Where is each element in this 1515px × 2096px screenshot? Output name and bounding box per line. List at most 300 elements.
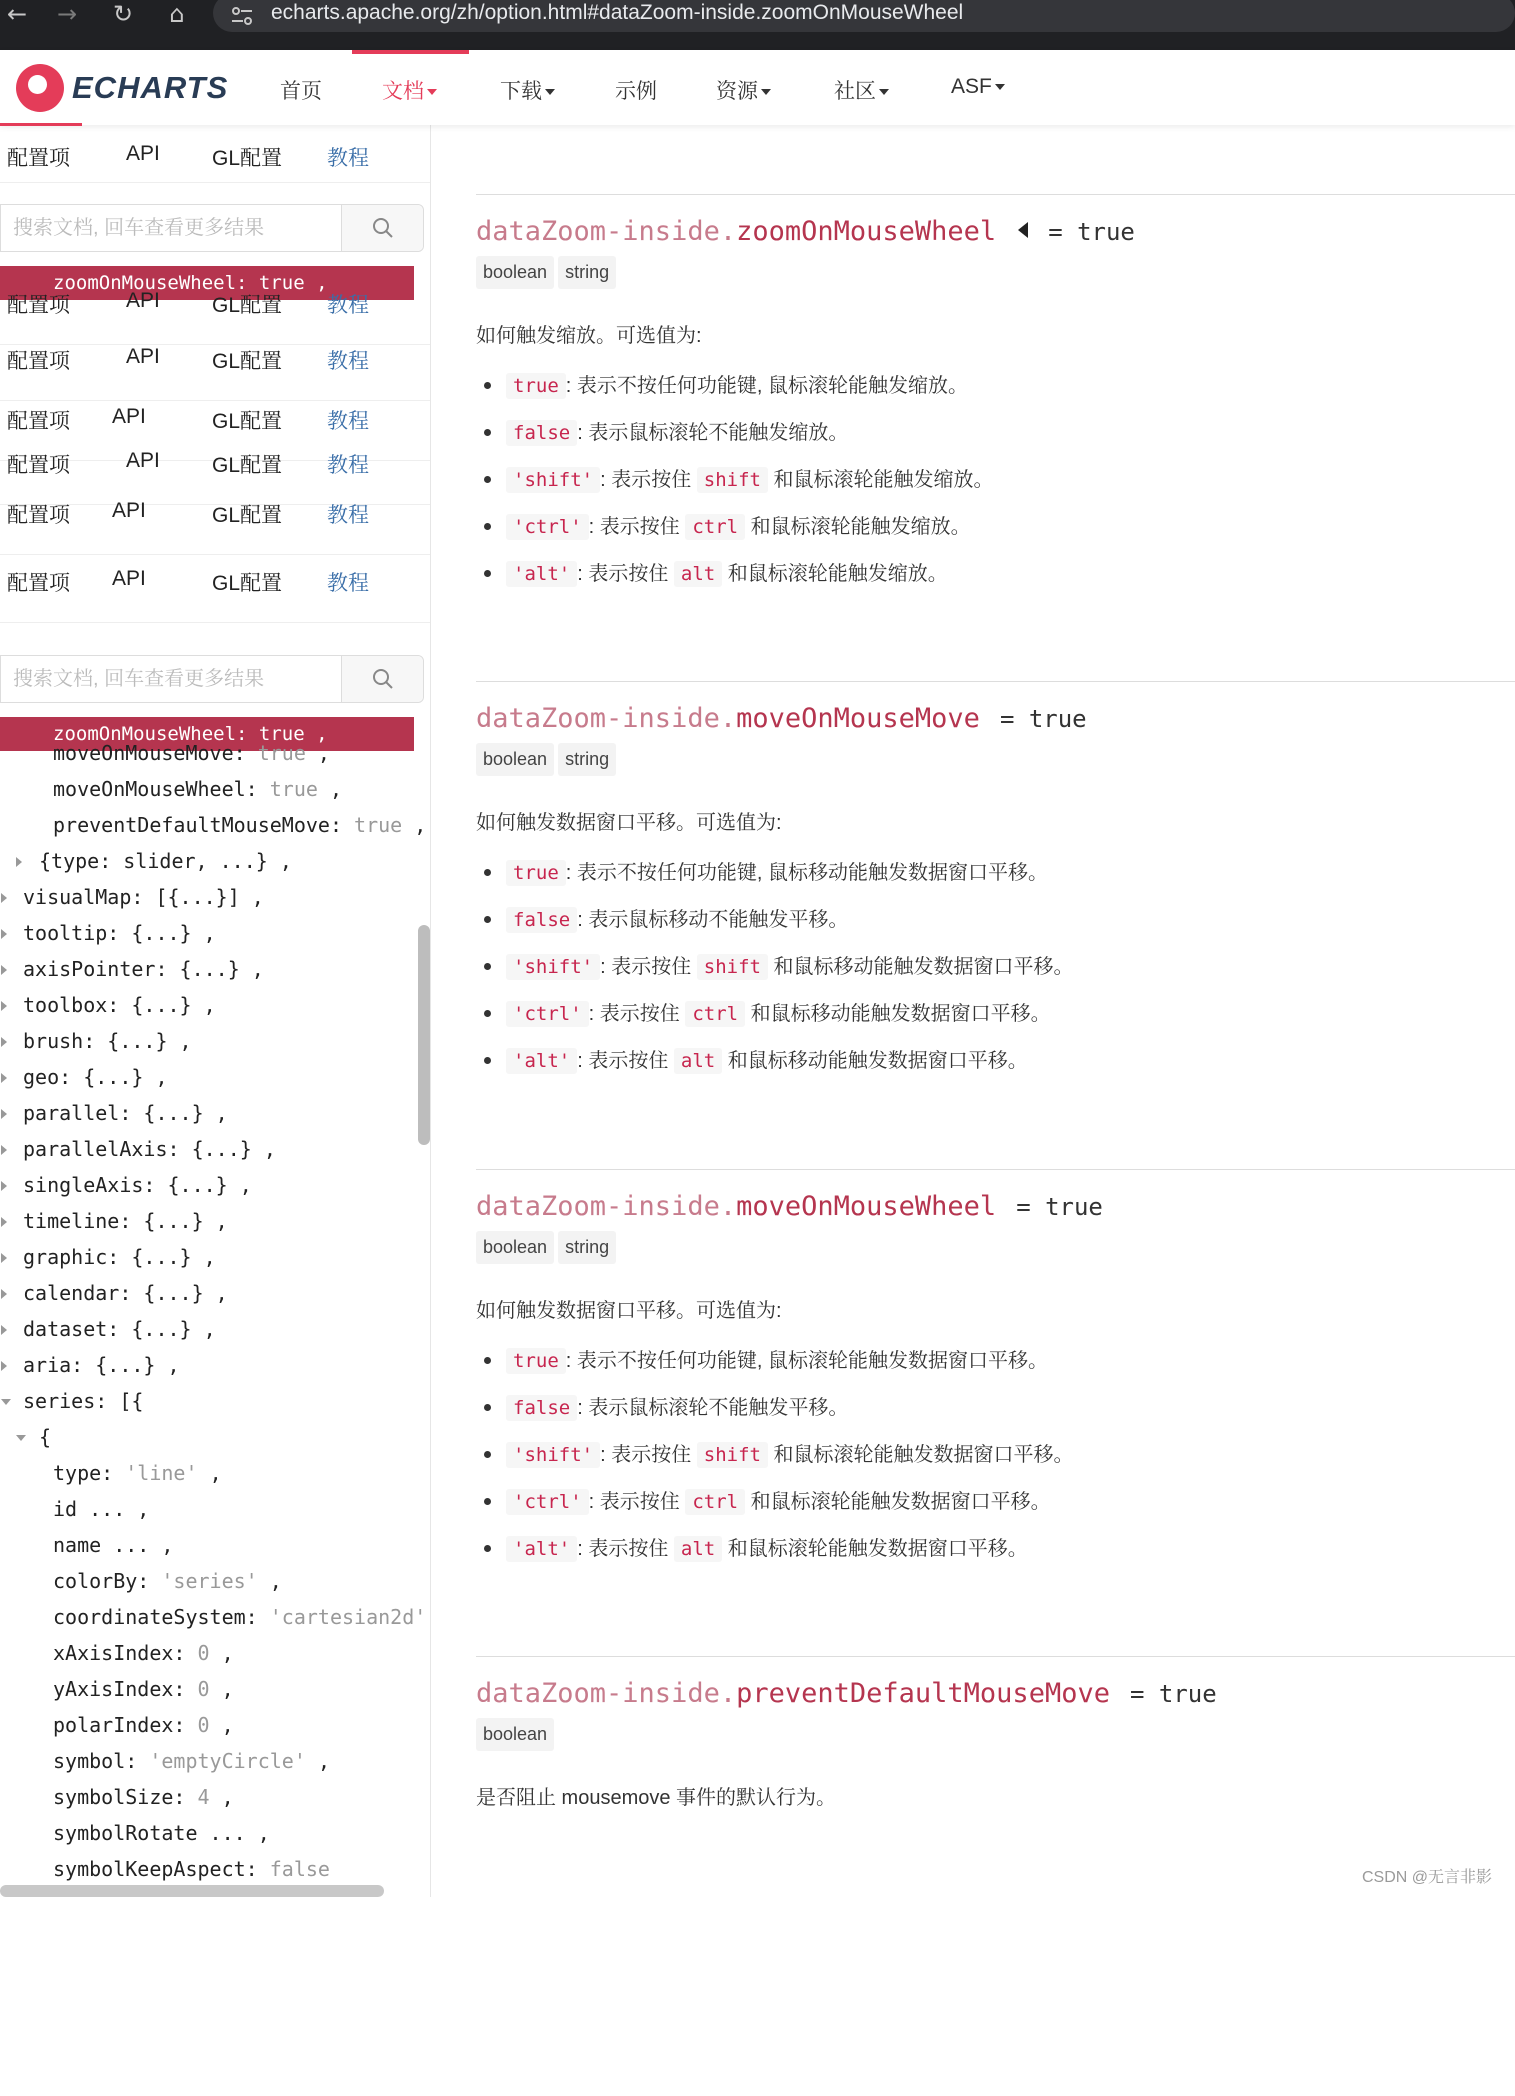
value-text: : 表示按住 [577, 563, 669, 585]
list-item [476, 1532, 1074, 1579]
option-title [476, 703, 1087, 734]
tree-value: 0 [197, 1713, 210, 1737]
tree-value: true [257, 741, 306, 765]
expand-triangle-icon[interactable] [1, 1109, 7, 1119]
tree-suffix: , [221, 1641, 234, 1665]
tree-key: xAxisIndex: [53, 1641, 186, 1665]
chevron-down-icon [879, 89, 889, 95]
tree-key: geo: {...} [23, 1065, 144, 1089]
value-code: 'shift' [506, 467, 600, 493]
reload-icon[interactable]: ↻ [112, 0, 134, 28]
tab-gl-option[interactable]: GL配置 [212, 147, 283, 170]
value-text: : 表示鼠标移动不能触发平移。 [577, 909, 849, 931]
tree-key: yAxisIndex: [53, 1677, 186, 1701]
tree-suffix: , [221, 1785, 234, 1809]
artifact-text: API [126, 289, 160, 312]
tree-value: false [269, 1857, 330, 1881]
list-item [476, 997, 1074, 1044]
tree-row[interactable] [23, 1059, 168, 1095]
expand-triangle-icon[interactable] [1, 1289, 7, 1299]
tree-suffix: , [414, 813, 427, 837]
render-artifact-strip [0, 567, 430, 623]
tree-suffix: , [257, 1821, 270, 1845]
tree-row[interactable] [23, 1203, 228, 1239]
home-icon[interactable]: ⌂ [169, 0, 185, 28]
value-code: 'ctrl' [506, 1001, 589, 1027]
nav-active-indicator [352, 50, 469, 54]
option-default: = true [1016, 1193, 1103, 1221]
tree-row[interactable] [39, 843, 292, 879]
nav-resources-label: 资源 [716, 80, 758, 103]
expand-triangle-icon[interactable] [1, 893, 7, 903]
key-code: ctrl [685, 1001, 745, 1027]
option-section [476, 194, 1515, 634]
tree-key: symbolRotate ... [53, 1821, 246, 1845]
option-name[interactable]: zoomOnMouseWheel [736, 216, 997, 247]
tree-row[interactable] [23, 1383, 143, 1419]
tree-suffix: , [155, 1065, 168, 1089]
artifact-text: 教程 [327, 504, 369, 527]
sidebar [0, 125, 431, 1897]
tree-row[interactable] [53, 771, 342, 807]
artifact-text: 配置项 [7, 410, 70, 433]
tree-key: visualMap: [{...}] [23, 885, 240, 909]
artifact-text: 教程 [327, 454, 369, 477]
option-description: 是否阻止 mousemove 事件的默认行为。 [476, 1787, 837, 1809]
expand-triangle-icon[interactable] [1, 1217, 7, 1227]
chevron-down-icon [995, 84, 1005, 90]
type-tags [476, 743, 620, 776]
tree-row[interactable] [53, 735, 330, 771]
value-text-2: 和鼠标滚轮能触发缩放。 [727, 563, 948, 585]
option-description: 如何触发数据窗口平移。可选值为: [476, 812, 782, 834]
list-item [476, 856, 1074, 903]
value-text-2: 和鼠标滚轮能触发数据窗口平移。 [750, 1491, 1051, 1513]
value-text: : 表示不按任何功能键, 鼠标滚轮能触发缩放。 [565, 375, 968, 397]
list-item [476, 416, 994, 463]
chevron-down-icon [761, 89, 771, 95]
expand-triangle-icon[interactable] [16, 857, 22, 867]
value-code: true [506, 373, 566, 399]
value-text: : 表示按住 [588, 1491, 680, 1513]
option-path-prefix[interactable]: dataZoom-inside. [476, 703, 737, 734]
tree-suffix: , [215, 1209, 228, 1233]
type-tag: boolean [476, 1231, 554, 1264]
search-input[interactable] [1, 205, 341, 251]
tree-suffix: , [203, 921, 216, 945]
chevron-down-icon [545, 89, 555, 95]
list-item [476, 1438, 1074, 1485]
tree-key: aria: {...} [23, 1353, 156, 1377]
tree-value: 4 [197, 1785, 210, 1809]
value-text: : 表示不按任何功能键, 鼠标移动能触发数据窗口平移。 [565, 862, 1048, 884]
tree-key: axisPointer: {...} [23, 957, 240, 981]
chevron-down-icon [427, 89, 437, 95]
tree-suffix: , [251, 957, 264, 981]
tree-key: { [39, 1425, 52, 1449]
tree-row[interactable] [53, 1491, 149, 1527]
value-text: : 表示按住 [588, 1003, 680, 1025]
tree-key: toolbox: {...} [23, 993, 192, 1017]
artifact-text: API [112, 499, 146, 522]
list-item [476, 557, 994, 604]
value-code: false [506, 420, 577, 446]
tree-row[interactable] [53, 1671, 234, 1707]
tree-row[interactable] [23, 1275, 228, 1311]
nav-community[interactable] [834, 75, 889, 105]
tree-row[interactable] [23, 1347, 180, 1383]
expand-triangle-icon[interactable] [1, 1001, 7, 1011]
tree-value: 0 [197, 1641, 210, 1665]
tree-row[interactable] [53, 1707, 234, 1743]
tree-key: id ... [53, 1497, 126, 1521]
artifact-text: 配置项 [7, 572, 70, 595]
value-code: false [506, 907, 577, 933]
section-divider [476, 1656, 1515, 1657]
doc-content [432, 125, 1515, 1897]
type-tag: string [558, 743, 616, 776]
artifact-text: 教程 [327, 410, 369, 433]
list-item [476, 1044, 1074, 1091]
expand-triangle-icon[interactable] [1, 1145, 7, 1155]
value-text: : 表示按住 [577, 1050, 669, 1072]
browser-toolbar [0, 0, 1515, 50]
search-icon [372, 217, 394, 239]
option-values-list [476, 856, 1074, 1091]
option-title [476, 1678, 1217, 1709]
value-code: 'shift' [506, 1442, 600, 1468]
tree-suffix: , [215, 1281, 228, 1305]
logo-underline [0, 123, 82, 126]
tree-suffix: , [269, 1569, 282, 1593]
value-text-2: 和鼠标滚轮能触发数据窗口平移。 [727, 1538, 1028, 1560]
tree-suffix: , [167, 1353, 180, 1377]
list-item [476, 463, 994, 510]
nav-asf-label: ASF [951, 75, 992, 98]
tree-key: name ... [53, 1533, 150, 1557]
tree-suffix: , [203, 1317, 216, 1341]
search-icon [372, 668, 394, 690]
type-tag: boolean [476, 256, 554, 289]
collapse-triangle-icon[interactable] [16, 1435, 26, 1441]
tree-key: timeline: {...} [23, 1209, 204, 1233]
key-code: ctrl [685, 514, 745, 540]
artifact-text: 配置项 [7, 294, 70, 317]
tree-row[interactable] [53, 1815, 270, 1851]
tab-option[interactable]: 配置项 [7, 147, 70, 170]
value-text-2: 和鼠标滚轮能触发缩放。 [750, 516, 971, 538]
type-tags [476, 256, 620, 289]
tree-row[interactable] [53, 1743, 330, 1779]
tree-key: polarIndex: [53, 1713, 186, 1737]
expand-triangle-icon[interactable] [1, 1037, 7, 1047]
watermark: CSDN @无言非影 [1362, 1869, 1493, 1886]
option-name[interactable]: moveOnMouseMove [736, 703, 980, 734]
value-text-2: 和鼠标移动能触发数据窗口平移。 [750, 1003, 1051, 1025]
expand-triangle-icon[interactable] [1, 965, 7, 975]
nav-download[interactable] [500, 75, 555, 105]
nav-home[interactable]: 首页 [280, 80, 322, 103]
value-code: 'alt' [506, 1048, 577, 1074]
back-arrow-icon[interactable]: ← [6, 0, 28, 28]
tree-row[interactable] [23, 1023, 192, 1059]
tree-key: {type: slider, ...} [39, 849, 268, 873]
value-code: false [506, 1395, 577, 1421]
collapse-triangle-icon[interactable] [1, 1399, 11, 1405]
key-code: alt [674, 561, 722, 587]
artifact-text: API [126, 449, 160, 472]
address-bar[interactable] [213, 0, 1515, 32]
tree-suffix: , [203, 1245, 216, 1269]
artifact-text: GL配置 [212, 410, 283, 433]
option-default: = true [1048, 218, 1135, 246]
value-text-2: 和鼠标滚轮能触发数据窗口平移。 [773, 1444, 1074, 1466]
sidebar-horizontal-scrollbar[interactable] [0, 1885, 384, 1897]
tree-key: parallel: {...} [23, 1101, 204, 1125]
tree-key: moveOnMouseMove: [53, 741, 246, 765]
value-code: true [506, 1348, 566, 1374]
tree-value: 'line' [125, 1461, 198, 1485]
tree-row[interactable] [23, 951, 264, 987]
tree-row[interactable] [23, 987, 216, 1023]
sidebar-selected-row[interactable]: zoomOnMouseWheel: true , [0, 717, 414, 751]
tree-row[interactable] [23, 915, 216, 951]
tree-row[interactable] [23, 1239, 216, 1275]
expand-triangle-icon[interactable] [1, 1181, 7, 1191]
tree-suffix: , [221, 1677, 234, 1701]
tree-key: moveOnMouseWheel: [53, 777, 258, 801]
tree-suffix: , [161, 1533, 174, 1557]
expand-triangle-icon[interactable] [1, 929, 7, 939]
tree-row[interactable] [23, 879, 264, 915]
nav-docs-label: 文档 [382, 80, 424, 103]
tree-key: parallelAxis: {...} [23, 1137, 252, 1161]
tree-row[interactable] [53, 1455, 222, 1491]
artifact-text: GL配置 [212, 572, 283, 595]
value-text: : 表示不按任何功能键, 鼠标滚轮能触发数据窗口平移。 [565, 1350, 1048, 1372]
value-code: true [506, 860, 566, 886]
expand-triangle-icon[interactable] [1, 1325, 7, 1335]
option-section [476, 1169, 1515, 1609]
artifact-text: 配置项 [7, 454, 70, 477]
tree-key: symbolSize: [53, 1785, 186, 1809]
search-input[interactable] [1, 656, 341, 702]
tree-suffix: , [215, 1101, 228, 1125]
option-section [476, 1656, 1515, 2096]
key-code: ctrl [685, 1489, 745, 1515]
tree-key: symbol: [53, 1749, 138, 1773]
tree-value: 0 [197, 1677, 210, 1701]
value-text: : 表示按住 [600, 956, 692, 978]
sidebar-search-repeat [0, 655, 424, 703]
value-code: 'ctrl' [506, 1489, 589, 1515]
key-code: shift [697, 954, 768, 980]
tree-key: colorBy: [53, 1569, 150, 1593]
artifact-text: 教程 [327, 572, 369, 595]
search-button[interactable] [341, 656, 423, 702]
tree-value: 'series' [161, 1569, 258, 1593]
expand-triangle-icon[interactable] [1, 1073, 7, 1083]
option-section [476, 681, 1515, 1121]
tree-key: series: [{ [23, 1389, 144, 1413]
tree-row[interactable] [53, 807, 426, 843]
list-item [476, 369, 994, 416]
list-item [476, 1391, 1074, 1438]
type-tag: boolean [476, 1718, 554, 1751]
tree-value: true [269, 777, 318, 801]
artifact-text: GL配置 [212, 294, 283, 317]
list-item [476, 1344, 1074, 1391]
tree-row[interactable] [53, 1635, 234, 1671]
tree-suffix: , [263, 1137, 276, 1161]
tree-suffix: , [239, 1173, 252, 1197]
sidebar-scrollbar[interactable] [418, 925, 430, 1145]
nav-download-label: 下载 [500, 80, 542, 103]
nav-community-label: 社区 [834, 80, 876, 103]
nav-examples[interactable]: 示例 [615, 80, 657, 103]
section-divider [476, 681, 1515, 682]
tree-key: singleAxis: {...} [23, 1173, 228, 1197]
tree-row[interactable] [23, 1167, 252, 1203]
forward-arrow-icon[interactable]: → [56, 0, 78, 28]
section-divider [476, 194, 1515, 195]
tree-key: calendar: {...} [23, 1281, 204, 1305]
value-code: 'ctrl' [506, 514, 589, 540]
caret-left-icon[interactable] [1018, 222, 1028, 238]
tree-key: brush: {...} [23, 1029, 168, 1053]
tree-suffix: , [203, 993, 216, 1017]
tree-key: preventDefaultMouseMove: [53, 813, 342, 837]
value-text-2: 和鼠标移动能触发数据窗口平移。 [727, 1050, 1028, 1072]
tree-row[interactable] [53, 1779, 234, 1815]
type-tag: string [558, 256, 616, 289]
logo-text[interactable]: ECHARTS [72, 70, 229, 105]
search-button[interactable] [341, 205, 423, 251]
type-tag: string [558, 1231, 616, 1264]
key-code: alt [674, 1536, 722, 1562]
list-item [476, 1485, 1074, 1532]
tree-row[interactable] [39, 1419, 51, 1455]
tree-value: 'cartesian2d' [269, 1605, 427, 1629]
tree-value: true [354, 813, 403, 837]
value-text: : 表示按住 [600, 469, 692, 491]
tree-value: 'emptyCircle' [149, 1749, 306, 1773]
render-artifact-strip [0, 345, 430, 401]
tree-key: type: [53, 1461, 114, 1485]
nav-resources[interactable] [716, 75, 771, 105]
tree-key: dataset: {...} [23, 1317, 192, 1341]
option-description: 如何触发数据窗口平移。可选值为: [476, 1300, 782, 1322]
sidebar-highlight-row[interactable]: zoomOnMouseWheel: true , [0, 266, 414, 300]
value-code: 'alt' [506, 561, 577, 587]
artifact-text: GL配置 [212, 350, 283, 373]
artifact-text: GL配置 [212, 454, 283, 477]
type-tags [476, 1231, 620, 1264]
tree-suffix: , [279, 849, 292, 873]
key-code: shift [697, 1442, 768, 1468]
nav-asf[interactable] [951, 75, 1005, 99]
artifact-text: GL配置 [212, 504, 283, 527]
tree-row[interactable] [23, 1131, 276, 1167]
option-default: = true [1129, 1680, 1217, 1708]
tree-suffix: , [251, 885, 264, 909]
value-text-2: 和鼠标移动能触发数据窗口平移。 [773, 956, 1074, 978]
value-text-2: 和鼠标滚轮能触发缩放。 [773, 469, 994, 491]
tree-suffix: , [329, 777, 343, 801]
tab-tutorial[interactable]: 教程 [327, 147, 369, 170]
artifact-text: 配置项 [7, 504, 70, 527]
render-artifact-strip [0, 289, 430, 345]
tree-suffix: , [137, 1497, 150, 1521]
list-item [476, 510, 994, 557]
artifact-text: 教程 [327, 294, 369, 317]
option-values-list [476, 369, 994, 604]
tree-row[interactable] [53, 1599, 426, 1635]
option-path-prefix[interactable]: dataZoom-inside. [476, 1191, 737, 1222]
tree-row[interactable] [23, 1311, 216, 1347]
option-name[interactable]: moveOnMouseWheel [736, 1191, 997, 1222]
value-text: : 表示鼠标滚轮不能触发缩放。 [577, 422, 849, 444]
tree-key: graphic: {...} [23, 1245, 192, 1269]
artifact-text: API [112, 567, 146, 590]
option-description: 如何触发缩放。可选值为: [476, 325, 702, 347]
option-title [476, 1191, 1103, 1222]
tree-suffix: , [317, 1749, 330, 1773]
nav-docs[interactable] [382, 75, 437, 105]
option-name[interactable]: preventDefaultMouseMove [736, 1678, 1110, 1709]
render-artifact-strip [0, 499, 430, 555]
sidebar-search [0, 204, 424, 252]
tree-suffix: , [179, 1029, 192, 1053]
tree-row[interactable] [53, 1563, 282, 1599]
tab-api[interactable]: API [126, 142, 160, 165]
expand-triangle-icon[interactable] [1, 1253, 7, 1263]
value-text: : 表示按住 [588, 516, 680, 538]
option-title [476, 216, 1135, 247]
value-text: : 表示按住 [577, 1538, 669, 1560]
list-item [476, 903, 1074, 950]
artifact-text: 教程 [327, 350, 369, 373]
key-code: alt [674, 1048, 722, 1074]
tree-row[interactable] [23, 1095, 228, 1131]
value-text: : 表示鼠标滚轮不能触发平移。 [577, 1397, 849, 1419]
tree-key: coordinateSystem: [53, 1605, 258, 1629]
tree-suffix: , [221, 1713, 234, 1737]
tree-key: symbolKeepAspect: [53, 1857, 258, 1881]
sidebar-tabs [0, 125, 430, 183]
site-header [0, 50, 1515, 125]
type-tag: boolean [476, 743, 554, 776]
option-values-list [476, 1344, 1074, 1579]
type-tags [476, 1718, 558, 1751]
artifact-text: 配置项 [7, 350, 70, 373]
site-settings-icon[interactable] [231, 6, 253, 26]
artifact-text: API [112, 405, 146, 428]
value-code: 'alt' [506, 1536, 577, 1562]
option-path-prefix[interactable]: dataZoom-inside. [476, 1678, 737, 1709]
option-default: = true [999, 705, 1087, 733]
tree-suffix: , [209, 1461, 222, 1485]
url-text[interactable]: echarts.apache.org/zh/option.html#dataZoom-inside.zoomOnMouseWheel [271, 1, 964, 24]
expand-triangle-icon[interactable] [1, 1361, 7, 1371]
key-code: shift [697, 467, 768, 493]
tree-suffix: , [317, 741, 330, 765]
option-path-prefix[interactable]: dataZoom-inside. [476, 216, 737, 247]
artifact-text: API [126, 345, 160, 368]
tree-row[interactable] [53, 1527, 173, 1563]
tree-row[interactable] [53, 1851, 330, 1887]
echarts-logo-icon[interactable] [16, 64, 64, 112]
